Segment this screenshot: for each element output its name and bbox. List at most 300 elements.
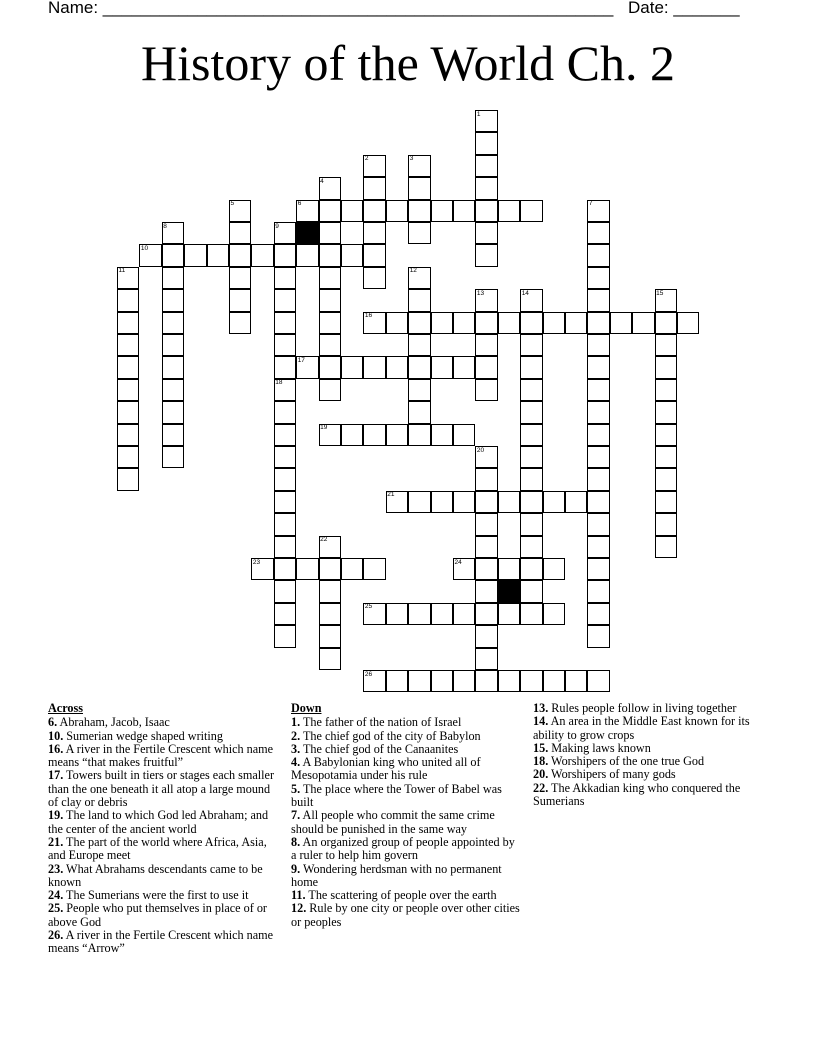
answer-cell[interactable]	[162, 424, 184, 446]
answer-cell[interactable]	[274, 267, 296, 289]
page-title: History of the World Ch. 2	[141, 35, 675, 91]
answer-cell[interactable]	[587, 222, 609, 244]
answer-cell[interactable]	[431, 603, 453, 625]
cell-number: 10	[140, 244, 149, 252]
answer-cell[interactable]	[475, 558, 497, 580]
answer-cell[interactable]	[184, 244, 206, 266]
answer-cell[interactable]	[274, 424, 296, 446]
cell-number: 8	[163, 222, 167, 230]
answer-cell[interactable]	[655, 356, 677, 378]
answer-cell[interactable]	[498, 312, 520, 334]
blocked-cell	[498, 580, 520, 602]
answer-cell[interactable]	[475, 356, 497, 378]
answer-cell[interactable]	[655, 312, 677, 334]
clue-number: 14.	[533, 714, 549, 729]
answer-cell[interactable]	[520, 401, 542, 423]
answer-cell[interactable]	[655, 513, 677, 535]
answer-cell[interactable]	[520, 312, 542, 334]
answer-cell[interactable]	[319, 200, 341, 222]
clue-number: 1.	[291, 715, 301, 730]
clue-number: 21.	[48, 834, 64, 849]
answer-cell[interactable]	[543, 312, 565, 334]
answer-cell[interactable]	[498, 200, 520, 222]
answer-cell[interactable]	[655, 424, 677, 446]
cell-number: 21	[387, 491, 395, 499]
answer-cell[interactable]	[274, 580, 296, 602]
clue-number: 4.	[291, 755, 301, 770]
cell-number: 1	[476, 110, 481, 118]
answer-cell[interactable]	[274, 401, 296, 423]
answer-cell[interactable]	[655, 468, 677, 490]
answer-cell[interactable]	[475, 536, 497, 558]
clue-text: The chief god of the city of Babylon	[300, 728, 481, 743]
clue-item	[291, 863, 523, 890]
answer-cell[interactable]	[341, 356, 363, 378]
answer-cell[interactable]	[117, 424, 139, 446]
answer-cell[interactable]	[677, 312, 699, 334]
answer-cell[interactable]	[319, 312, 341, 334]
clue-text: Sumerian wedge shaped writing	[63, 728, 223, 743]
answer-cell[interactable]	[610, 312, 632, 334]
answer-cell[interactable]	[274, 334, 296, 356]
answer-cell[interactable]	[207, 244, 229, 266]
answer-cell[interactable]	[475, 200, 497, 222]
cell-number: 6	[297, 200, 302, 208]
answer-cell[interactable]	[431, 312, 453, 334]
answer-cell[interactable]	[363, 558, 385, 580]
across-heading: Across	[48, 701, 83, 715]
clue-item	[291, 902, 523, 929]
answer-cell[interactable]	[475, 648, 497, 670]
answer-cell[interactable]	[363, 177, 385, 199]
answer-cell[interactable]	[408, 334, 430, 356]
answer-cell[interactable]	[587, 625, 609, 647]
answer-cell[interactable]	[565, 491, 587, 513]
answer-cell[interactable]	[587, 491, 609, 513]
cell-number: 18	[275, 379, 283, 387]
answer-cell[interactable]	[520, 670, 542, 692]
cell-number: 13	[476, 289, 485, 297]
clue-item	[291, 743, 523, 756]
answer-cell[interactable]	[498, 491, 520, 513]
answer-cell[interactable]	[408, 177, 430, 199]
answer-cell[interactable]	[498, 558, 520, 580]
answer-cell[interactable]	[386, 200, 408, 222]
answer-cell[interactable]	[363, 222, 385, 244]
answer-cell[interactable]	[520, 603, 542, 625]
cell-number: 26	[364, 670, 373, 678]
answer-cell[interactable]	[319, 222, 341, 244]
answer-cell[interactable]	[319, 625, 341, 647]
answer-cell[interactable]	[475, 177, 497, 199]
cell-number: 4	[320, 177, 324, 185]
answer-cell[interactable]	[475, 312, 497, 334]
clue-text: People who put themselves in place of or above God	[48, 901, 267, 929]
clue-number: 26.	[48, 928, 64, 943]
answer-cell[interactable]	[587, 446, 609, 468]
answer-cell[interactable]	[117, 356, 139, 378]
answer-cell[interactable]	[520, 446, 542, 468]
cell-number: 9	[275, 222, 279, 230]
date-field: Date: _______	[628, 0, 740, 17]
answer-cell[interactable]	[587, 356, 609, 378]
answer-cell[interactable]	[498, 603, 520, 625]
answer-cell[interactable]	[587, 603, 609, 625]
answer-cell[interactable]	[319, 267, 341, 289]
answer-cell[interactable]	[587, 334, 609, 356]
cell-number: 3	[409, 155, 414, 163]
answer-cell[interactable]	[408, 491, 430, 513]
answer-cell[interactable]	[296, 244, 318, 266]
answer-cell[interactable]	[229, 312, 251, 334]
answer-cell[interactable]	[319, 334, 341, 356]
answer-cell[interactable]	[453, 670, 475, 692]
clue-item	[533, 742, 773, 755]
answer-cell[interactable]	[117, 401, 139, 423]
answer-cell[interactable]	[587, 580, 609, 602]
clue-item	[291, 756, 523, 783]
clue-number: 20.	[533, 767, 549, 782]
answer-cell[interactable]	[408, 379, 430, 401]
answer-cell[interactable]	[431, 491, 453, 513]
clue-item	[533, 782, 773, 809]
clue-text: The part of the world where Africa, Asia, and Europe meet	[48, 834, 267, 863]
clue-text: Worshipers of many gods	[548, 767, 676, 782]
answer-cell[interactable]	[341, 558, 363, 580]
answer-cell[interactable]	[274, 244, 296, 266]
answer-cell[interactable]	[431, 424, 453, 446]
clue-item	[533, 768, 773, 781]
answer-cell[interactable]	[453, 200, 475, 222]
clue-text: Wondering herdsman with no permanent home	[291, 861, 502, 889]
clue-item	[48, 743, 276, 770]
clue-item	[48, 902, 276, 929]
answer-cell[interactable]	[475, 379, 497, 401]
clue-item	[48, 769, 276, 809]
clue-item	[291, 809, 523, 836]
clue-number: 7.	[291, 808, 301, 823]
answer-cell[interactable]	[229, 244, 251, 266]
answer-cell[interactable]	[520, 200, 542, 222]
answer-cell[interactable]	[363, 356, 385, 378]
answer-cell[interactable]	[475, 132, 497, 154]
clue-item	[291, 730, 523, 743]
answer-cell[interactable]	[453, 356, 475, 378]
answer-cell[interactable]	[655, 379, 677, 401]
clue-text: The chief god of the Canaanites	[300, 741, 459, 756]
answer-cell[interactable]	[319, 603, 341, 625]
answer-cell[interactable]	[655, 446, 677, 468]
answer-cell[interactable]	[453, 424, 475, 446]
clue-number: 24.	[48, 888, 64, 903]
answer-cell[interactable]	[587, 670, 609, 692]
answer-cell[interactable]	[520, 424, 542, 446]
answer-cell[interactable]	[475, 155, 497, 177]
cell-number: 2	[364, 155, 369, 163]
answer-cell[interactable]	[319, 580, 341, 602]
clue-text: The land to which God led Abraham; and the center of the ancient world	[48, 808, 269, 836]
answer-cell[interactable]	[475, 625, 497, 647]
answer-cell[interactable]	[408, 424, 430, 446]
answer-cell[interactable]	[587, 558, 609, 580]
answer-cell[interactable]	[587, 536, 609, 558]
answer-cell[interactable]	[408, 312, 430, 334]
answer-cell[interactable]	[655, 401, 677, 423]
clue-text: The Akkadian king who conquered the Sumerians	[533, 780, 741, 809]
answer-cell[interactable]	[520, 536, 542, 558]
clue-item	[291, 716, 523, 729]
clue-number: 18.	[533, 754, 549, 769]
answer-cell[interactable]	[251, 244, 273, 266]
clue-text: The scattering of people over the earth	[305, 888, 497, 903]
clue-item	[533, 702, 773, 715]
answer-cell[interactable]	[543, 670, 565, 692]
clue-text: The father of the nation of Israel	[300, 715, 462, 730]
answer-cell[interactable]	[587, 244, 609, 266]
answer-cell[interactable]	[162, 401, 184, 423]
answer-cell[interactable]	[632, 312, 654, 334]
clue-text: A Babylonian king who united all of Mesopotamia under his rule	[291, 755, 481, 783]
answer-cell[interactable]	[229, 289, 251, 311]
clue-text: A river in the Fertile Crescent which name means “Arrow”	[48, 928, 274, 956]
clue-item	[48, 836, 276, 863]
clue-number: 22.	[533, 780, 549, 795]
answer-cell[interactable]	[408, 289, 430, 311]
answer-cell[interactable]	[498, 670, 520, 692]
cell-number: 17	[297, 356, 305, 364]
cell-number: 19	[320, 424, 328, 432]
answer-cell[interactable]	[520, 580, 542, 602]
clue-item	[533, 755, 773, 768]
answer-cell[interactable]	[408, 222, 430, 244]
answer-cell[interactable]	[274, 513, 296, 535]
clue-number: 6.	[48, 715, 58, 730]
answer-cell[interactable]	[520, 379, 542, 401]
clue-item	[291, 889, 523, 902]
answer-cell[interactable]	[117, 446, 139, 468]
answer-cell[interactable]	[274, 603, 296, 625]
clue-number: 2.	[291, 728, 301, 743]
answer-cell[interactable]	[475, 513, 497, 535]
clue-item	[48, 863, 276, 890]
answer-cell[interactable]	[229, 267, 251, 289]
answer-cell[interactable]	[274, 289, 296, 311]
clue-item	[48, 929, 276, 956]
clue-number: 19.	[48, 808, 64, 823]
cell-number: 20	[476, 446, 485, 454]
answer-cell[interactable]	[520, 491, 542, 513]
answer-cell[interactable]	[274, 356, 296, 378]
answer-cell[interactable]	[475, 222, 497, 244]
answer-cell[interactable]	[341, 424, 363, 446]
answer-cell[interactable]	[453, 603, 475, 625]
answer-cell[interactable]	[655, 491, 677, 513]
clue-text: Making laws known	[548, 740, 651, 755]
across-clues	[48, 702, 276, 956]
answer-cell[interactable]	[274, 536, 296, 558]
answer-cell[interactable]	[162, 244, 184, 266]
answer-cell[interactable]	[587, 289, 609, 311]
answer-cell[interactable]	[408, 401, 430, 423]
answer-cell[interactable]	[296, 558, 318, 580]
answer-cell[interactable]	[229, 222, 251, 244]
answer-cell[interactable]	[117, 312, 139, 334]
clue-item	[291, 836, 523, 863]
answer-cell[interactable]	[162, 356, 184, 378]
clue-text: The place where the Tower of Babel was built	[291, 781, 502, 810]
answer-cell[interactable]	[431, 356, 453, 378]
answer-cell[interactable]	[386, 356, 408, 378]
cell-number: 25	[364, 603, 373, 611]
answer-cell[interactable]	[363, 244, 385, 266]
answer-cell[interactable]	[543, 491, 565, 513]
answer-cell[interactable]	[408, 603, 430, 625]
clue-number: 5.	[291, 781, 301, 796]
cell-number: 23	[252, 558, 261, 566]
clue-text: Abraham, Jacob, Isaac	[57, 715, 170, 730]
answer-cell[interactable]	[117, 468, 139, 490]
clue-text: Towers built in tiers or stages each smaller than the one beneath it all atop a large mound of clay or debris	[48, 768, 275, 810]
clue-number: 23.	[48, 861, 64, 876]
answer-cell[interactable]	[655, 536, 677, 558]
clue-item	[48, 809, 276, 836]
cell-number: 16	[364, 312, 373, 320]
answer-cell[interactable]	[386, 603, 408, 625]
answer-cell[interactable]	[162, 446, 184, 468]
answer-cell[interactable]	[520, 513, 542, 535]
answer-cell[interactable]	[319, 558, 341, 580]
clue-text: Rules people follow in living together	[548, 701, 737, 715]
clue-number: 10.	[48, 728, 64, 743]
answer-cell[interactable]	[431, 670, 453, 692]
answer-cell[interactable]	[475, 244, 497, 266]
cell-number: 15	[656, 289, 664, 297]
answer-cell[interactable]	[520, 558, 542, 580]
answer-cell[interactable]	[587, 312, 609, 334]
blocked-cell	[296, 222, 318, 244]
answer-cell[interactable]	[319, 356, 341, 378]
clue-item	[291, 783, 523, 810]
answer-cell[interactable]	[386, 424, 408, 446]
down-clues-continued	[533, 702, 773, 808]
answer-cell[interactable]	[408, 670, 430, 692]
down-heading: Down	[291, 701, 322, 715]
answer-cell[interactable]	[274, 468, 296, 490]
clue-text: Worshipers of the one true God	[548, 754, 705, 769]
answer-cell[interactable]	[587, 401, 609, 423]
clue-item	[48, 730, 276, 743]
answer-cell[interactable]	[475, 334, 497, 356]
answer-cell[interactable]	[543, 603, 565, 625]
answer-cell[interactable]	[655, 334, 677, 356]
name-field: Name: ______________________________________________________	[48, 0, 614, 17]
answer-cell[interactable]	[453, 312, 475, 334]
answer-cell[interactable]	[274, 558, 296, 580]
answer-cell[interactable]	[319, 648, 341, 670]
answer-cell[interactable]	[319, 289, 341, 311]
answer-cell[interactable]	[565, 670, 587, 692]
answer-cell[interactable]	[363, 267, 385, 289]
answer-cell[interactable]	[565, 312, 587, 334]
clue-number: 17.	[48, 768, 64, 783]
answer-cell[interactable]	[475, 603, 497, 625]
cell-number: 14	[521, 289, 529, 297]
answer-cell[interactable]	[587, 513, 609, 535]
answer-cell[interactable]	[162, 379, 184, 401]
answer-cell[interactable]	[386, 670, 408, 692]
clue-number: 3.	[291, 741, 301, 756]
answer-cell[interactable]	[587, 468, 609, 490]
answer-cell[interactable]	[587, 379, 609, 401]
cell-number: 12	[409, 267, 417, 275]
answer-cell[interactable]	[363, 200, 385, 222]
answer-cell[interactable]	[453, 491, 475, 513]
down-clues	[291, 702, 523, 929]
clue-number: 25.	[48, 901, 64, 916]
answer-cell[interactable]	[386, 312, 408, 334]
answer-cell[interactable]	[341, 244, 363, 266]
answer-cell[interactable]	[162, 312, 184, 334]
answer-cell[interactable]	[274, 312, 296, 334]
answer-cell[interactable]	[274, 446, 296, 468]
cell-number: 11	[118, 267, 126, 275]
answer-cell[interactable]	[475, 468, 497, 490]
cell-number: 24	[454, 558, 462, 566]
answer-cell[interactable]	[475, 580, 497, 602]
answer-cell[interactable]	[475, 670, 497, 692]
answer-cell[interactable]	[162, 267, 184, 289]
cell-number: 5	[230, 200, 235, 208]
answer-cell[interactable]	[162, 334, 184, 356]
answer-cell[interactable]	[408, 356, 430, 378]
cell-number: 7	[588, 200, 593, 208]
clue-text: An organized group of people appointed by a ruler to help him govern	[291, 834, 515, 863]
answer-cell[interactable]	[117, 379, 139, 401]
clue-text: An area in the Middle East known for its ability to grow crops	[533, 714, 750, 742]
cell-number: 22	[320, 536, 328, 544]
answer-cell[interactable]	[475, 491, 497, 513]
answer-cell[interactable]	[117, 289, 139, 311]
clue-number: 9.	[291, 861, 301, 876]
answer-cell[interactable]	[408, 200, 430, 222]
clue-number: 13.	[533, 701, 549, 715]
answer-cell[interactable]	[274, 491, 296, 513]
answer-cell[interactable]	[431, 200, 453, 222]
answer-cell[interactable]	[520, 334, 542, 356]
answer-cell[interactable]	[543, 558, 565, 580]
clue-text: All people who commit the same crime should be punished in the same way	[291, 808, 495, 836]
clue-number: 11.	[291, 888, 306, 903]
clue-text: A river in the Fertile Crescent which name means “that makes fruitful”	[48, 741, 274, 770]
answer-cell[interactable]	[341, 200, 363, 222]
clue-number: 12.	[291, 901, 307, 916]
answer-cell[interactable]	[117, 334, 139, 356]
answer-cell[interactable]	[274, 625, 296, 647]
clue-item	[533, 715, 773, 742]
answer-cell[interactable]	[319, 244, 341, 266]
answer-cell[interactable]	[363, 424, 385, 446]
clue-text: Rule by one city or people over other cities or peoples	[291, 901, 520, 929]
answer-cell[interactable]	[587, 267, 609, 289]
clue-text: The Sumerians were the first to use it	[63, 888, 249, 903]
answer-cell[interactable]	[319, 379, 341, 401]
answer-cell[interactable]	[587, 424, 609, 446]
answer-cell[interactable]	[520, 356, 542, 378]
answer-cell[interactable]	[520, 468, 542, 490]
answer-cell[interactable]	[162, 289, 184, 311]
clue-item	[48, 716, 276, 729]
clue-item	[48, 889, 276, 902]
